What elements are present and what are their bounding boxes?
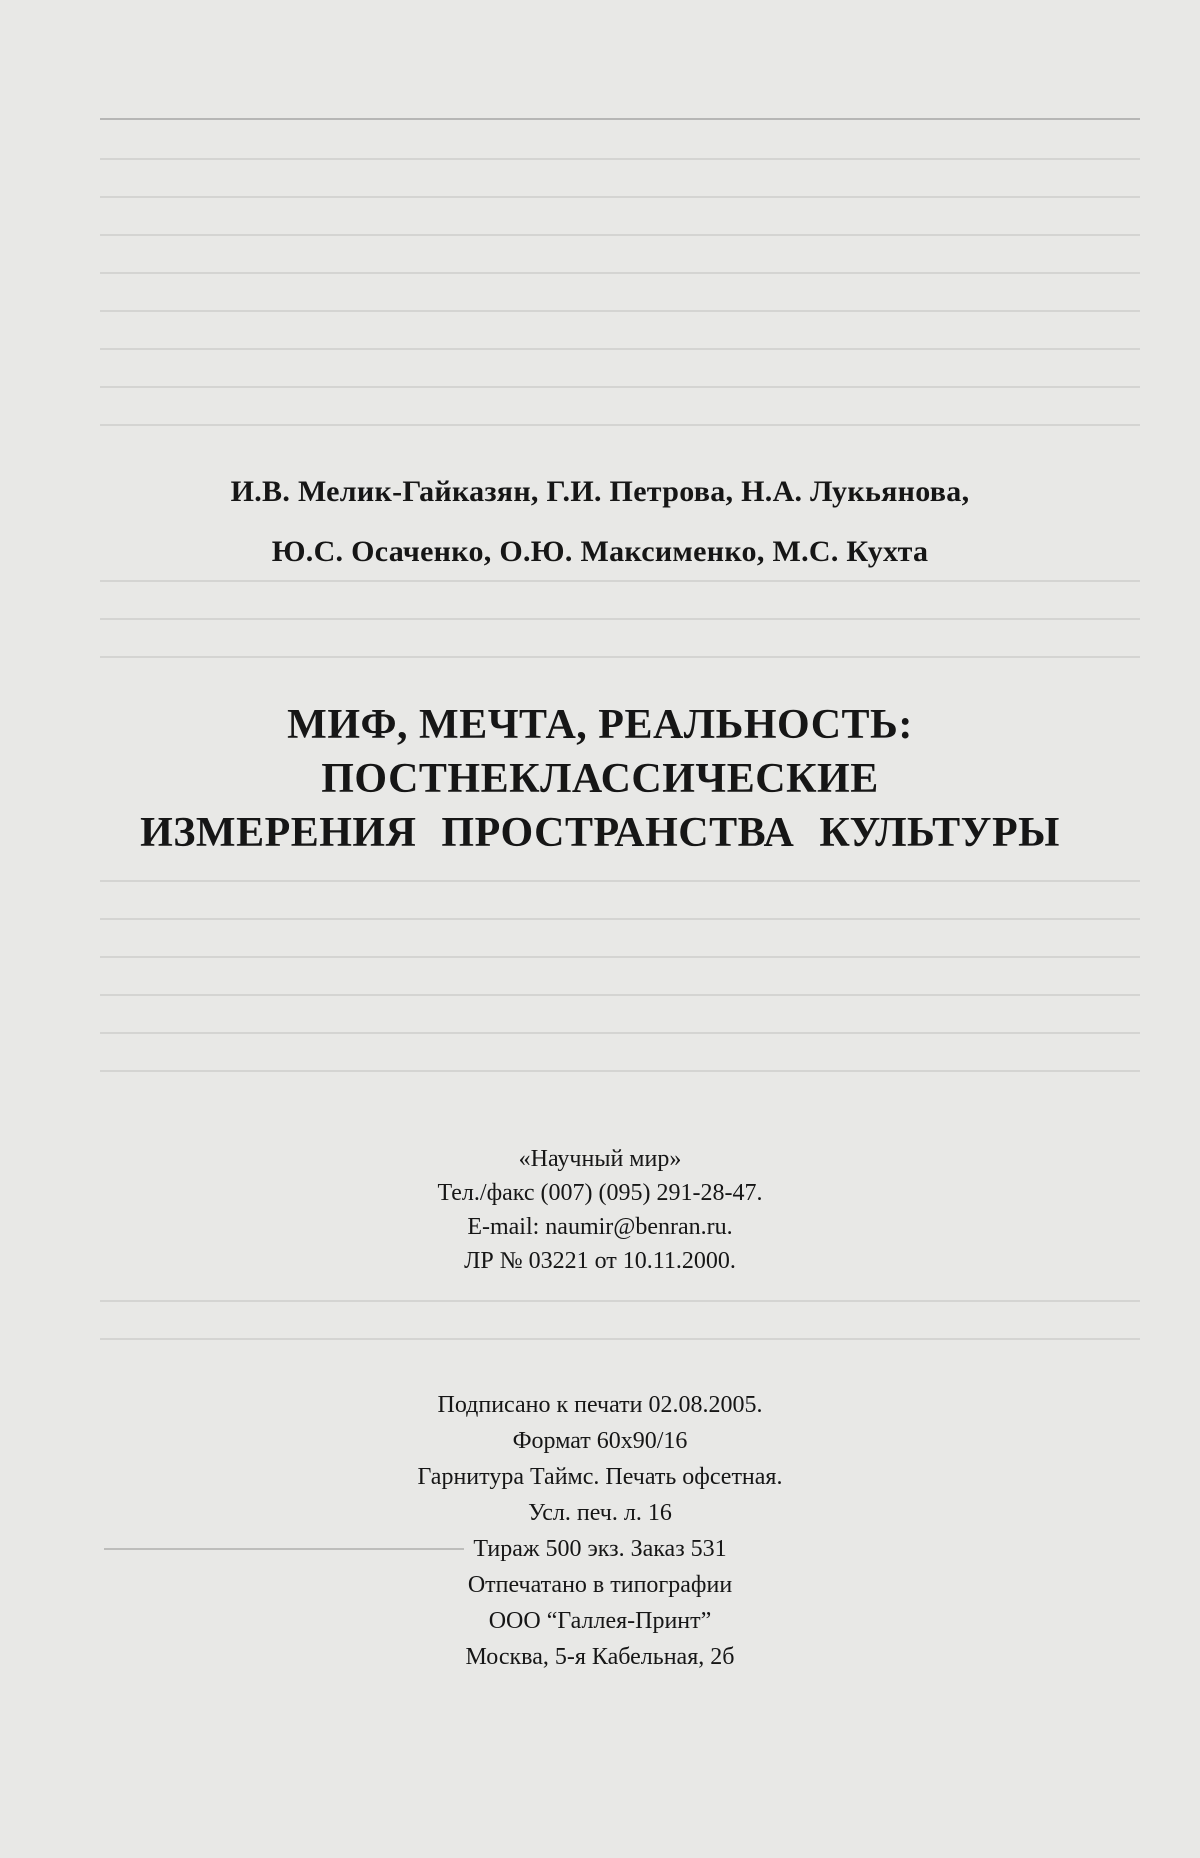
authors-line: И.В. Мелик-Гайказян, Г.И. Петрова, Н.А. Лукьянова,: [230, 475, 970, 508]
authors-line: Ю.С. Осаченко, О.Ю. Максименко, М.С. Кухта: [271, 535, 929, 568]
title-line: ПОСТНЕКЛАССИЧЕСКИЕ: [321, 756, 879, 802]
title-line: МИФ, МЕЧТА, РЕАЛЬНОСТЬ:: [287, 702, 913, 748]
publisher-phone: Тел./факс (007) (095) 291-28-47.: [437, 1180, 763, 1206]
header-rule: [100, 118, 1140, 120]
footnote-rule: [104, 1548, 464, 1550]
publisher-license: ЛР № 03221 от 10.11.2000.: [464, 1248, 736, 1274]
publisher-email: E-mail: naumir@benran.ru.: [467, 1214, 733, 1240]
publisher-name: «Научный мир»: [518, 1146, 682, 1172]
imprint-signed: Подписано к печати 02.08.2005.: [437, 1392, 763, 1418]
imprint-format: Формат 60х90/16: [512, 1428, 688, 1454]
imprint-sheets: Усл. печ. л. 16: [528, 1500, 672, 1526]
book-title: [0, 698, 1200, 860]
imprint-printer: ООО “Галлея-Принт”: [488, 1608, 712, 1634]
imprint-printed: Отпечатано в типографии: [467, 1572, 733, 1598]
imprint-address: Москва, 5-я Кабельная, 2б: [465, 1644, 735, 1670]
imprint-run: Тираж 500 экз. Заказ 531: [473, 1536, 727, 1562]
imprint-block: [0, 1387, 1200, 1675]
publisher-block: [0, 1142, 1200, 1278]
title-line: ИЗМЕРЕНИЯ ПРОСТРАНСТВА КУЛЬТУРЫ: [140, 810, 1060, 856]
imprint-typeface: Гарнитура Таймс. Печать офсетная.: [417, 1464, 783, 1490]
authors-block: [0, 462, 1200, 582]
